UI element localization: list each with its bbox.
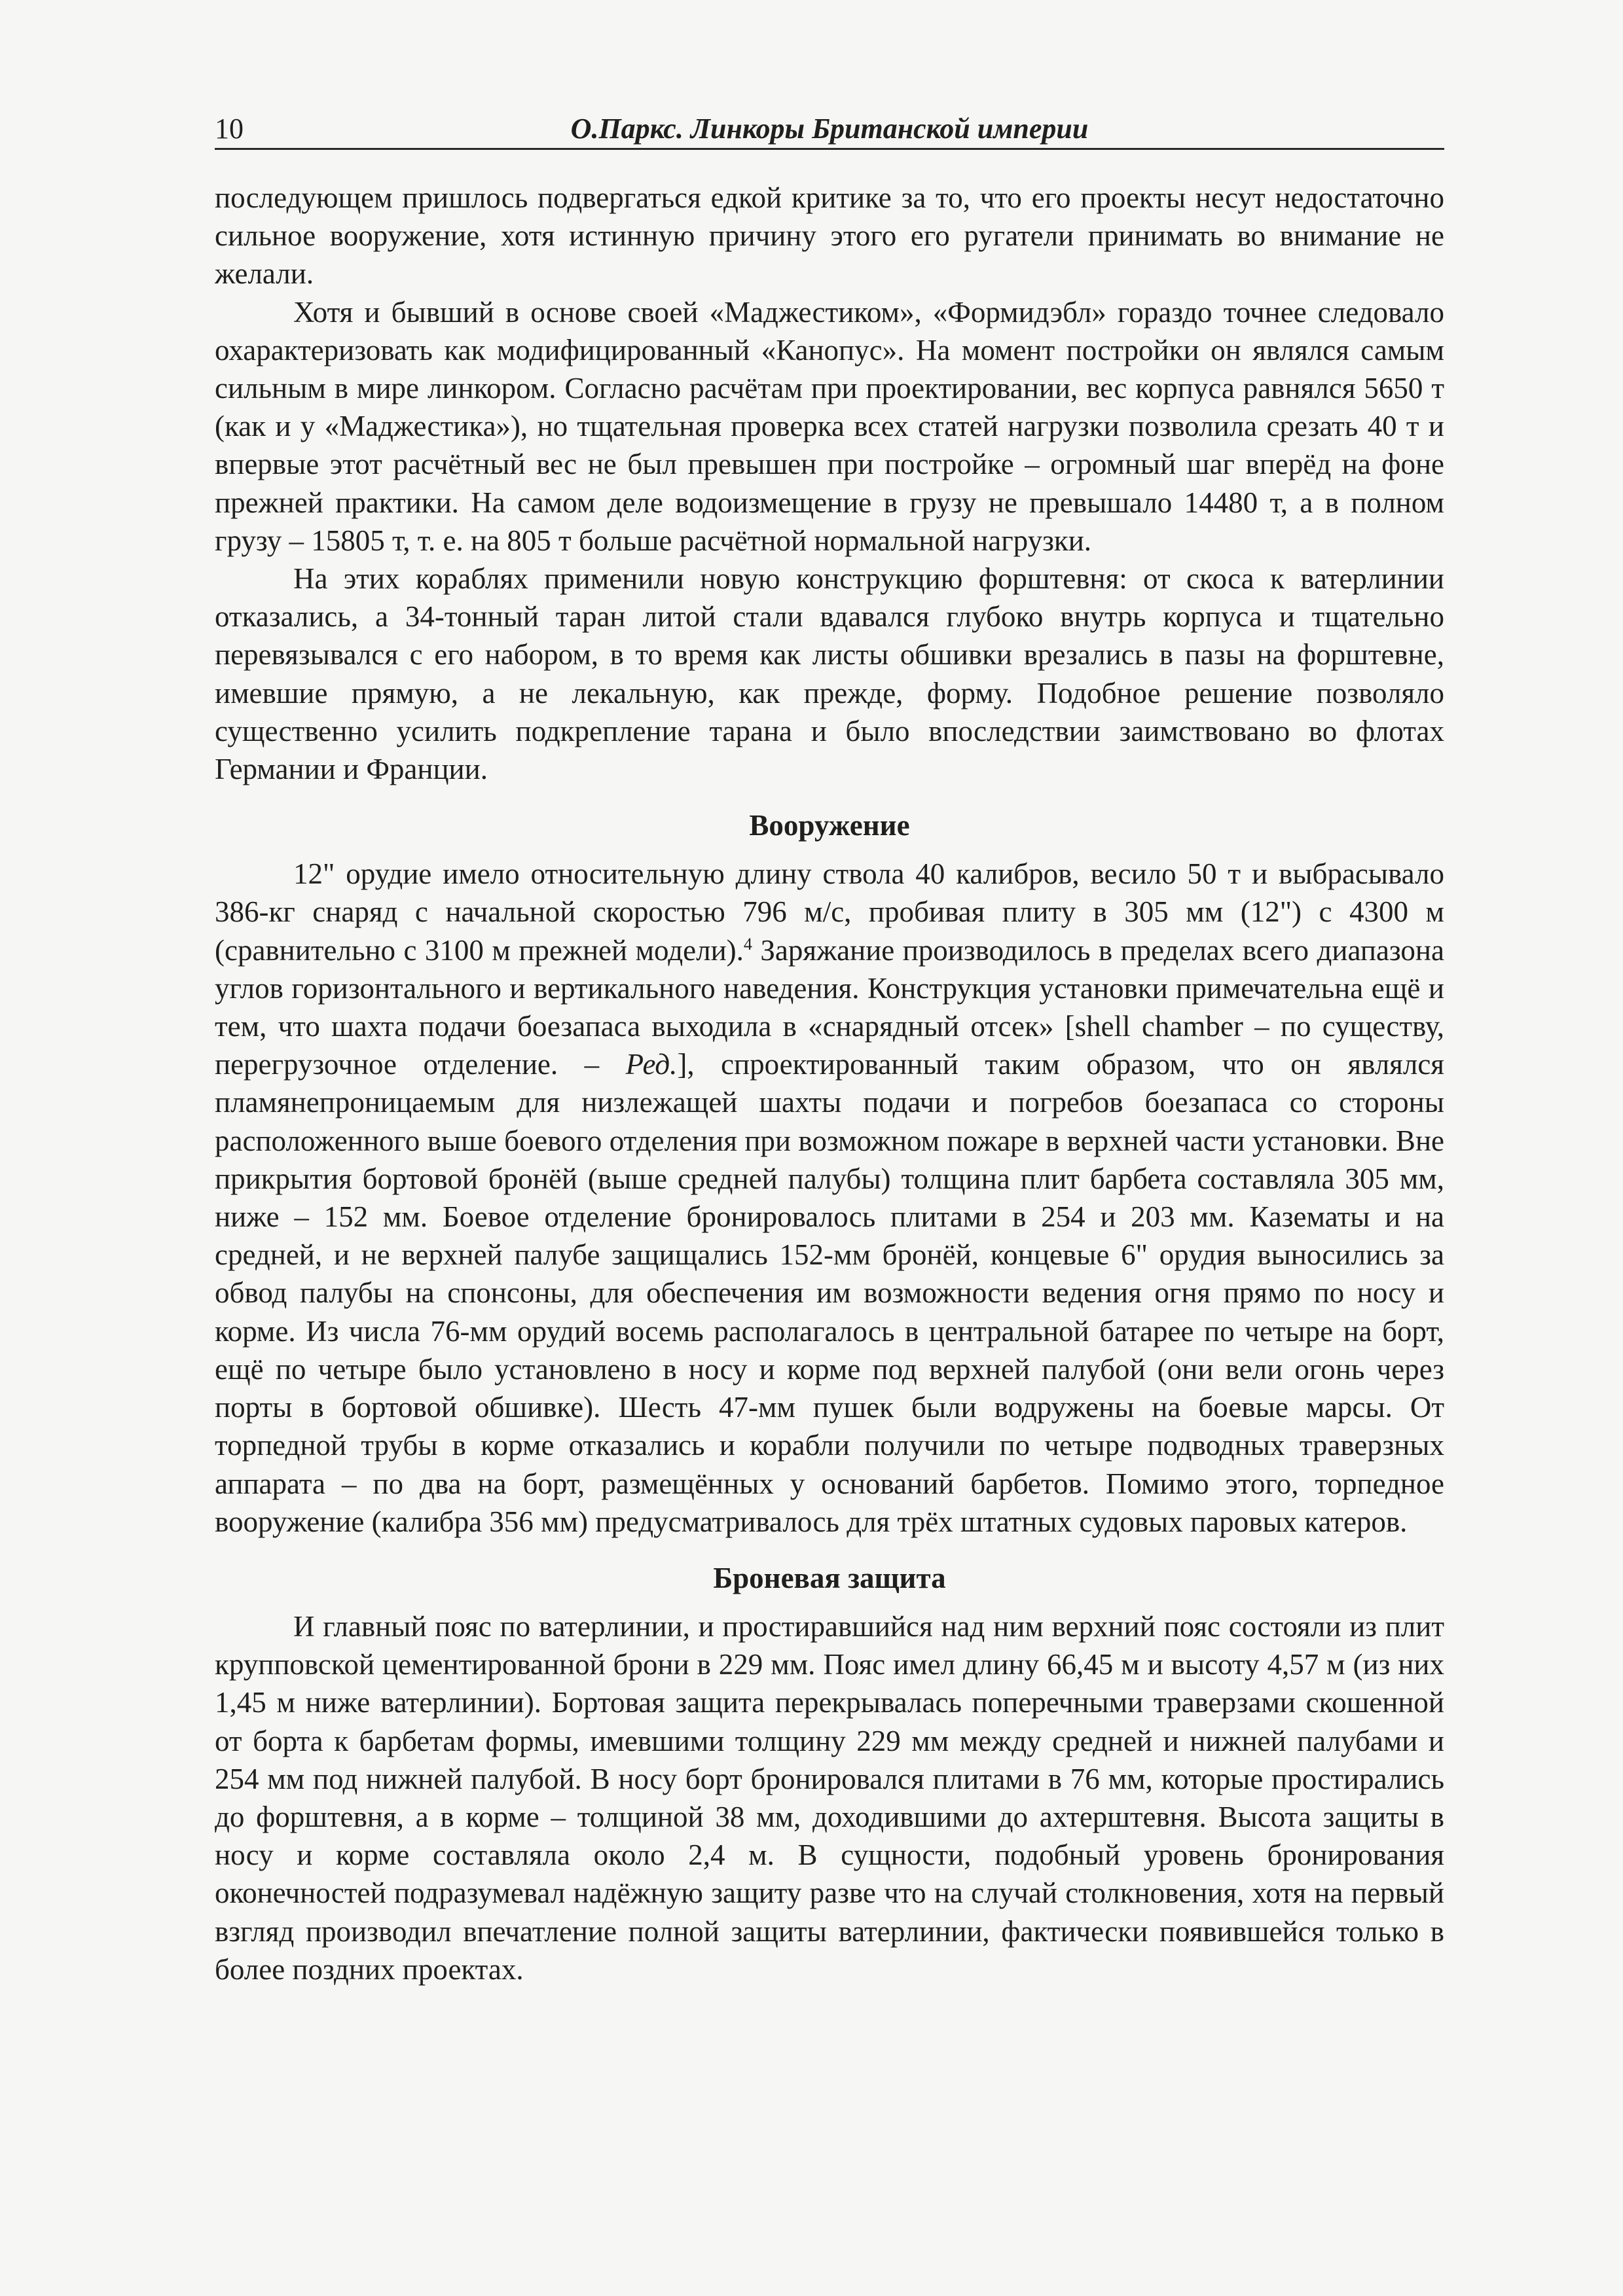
page-number: 10 xyxy=(215,113,244,145)
running-title: О.Паркс. Линкоры Британской империи xyxy=(570,113,1089,145)
book-page xyxy=(215,110,1444,1988)
armament-text-part-3: ], спроектированный таким образом, что он являлся пламянепроницаемым для низлежащей шахты подачи и погребов боезапаса со стороны расположенного выше боевого отделения при возможном пожаре в верхней части установки. Вне прикрытия бортовой бронёй (выше средней палубы) толщина плит барбета составляла 305 мм, ниже – 152 мм. Боевое отделение бронировалось плитами в 254 и 203 мм. Казематы и на средней, и не верхней палубе защищались 152-мм бронёй, концевые 6" орудия выносились за обвод палубы на спонсоны, для обеспечения им возможности ведения огня прямо по носу и корме. Из числа 76-мм орудий восемь располагалось в центральной батарее по четыре на борт, ещё по четыре было установлено в носу и корме под верхней палубой (они вели огонь через порты в бортовой обшивке). Шесть 47-мм пушек были водружены на боевые марсы. От торпедной трубы в корме отказались и корабли получили по четыре подводных траверзных аппарата – по два на борт, размещённых у оснований барбетов. Помимо этого, торпедное вооружение (калибра 356 мм) предусматривалось для трёх штатных судовых паровых катеров. xyxy=(215,1048,1444,1538)
section-heading-armament: Вооружение xyxy=(749,809,910,842)
paragraph-armament xyxy=(215,855,1444,1541)
editor-note: Ред. xyxy=(625,1048,678,1081)
paragraph-formidable: Хотя и бывший в основе своей «Маджестиком», «Формидэбл» гораздо точнее следовало охарактеризовать как модифицированный «Канопус». На момент постройки он являлся самым сильным в мире линкором. Согласно расчётам при проектировании, вес корпуса равнялся 5650 т (как и у «Маджестика»), но тщательная проверка всех статей нагрузки позволила срезать 40 т и впервые этот расчётный вес не был превышен при постройке – огромный шаг вперёд на фоне прежней практики. На самом деле водоизмещение в грузу не превышало 14480 т, а в полном грузу – 15805 т, т. е. на 805 т больше расчётной нормальной нагрузки. xyxy=(215,295,1444,557)
footnote-marker: 4 xyxy=(743,934,752,954)
paragraph-continuation: последующем пришлось подвергаться едкой критике за то, что его проекты несут недостаточно сильное вооружение, хотя истинную причину этого его ругатели принимать во внимание не желали. xyxy=(215,181,1444,291)
page-header xyxy=(215,110,1444,150)
armament-text-part-1: 12" орудие имело относительную длину ствола 40 калибров, весило 50 т и выбрасывало 386-кг снаряд с начальной скоростью 796 м/с, пробивая плиту в 305 мм (12") с 4300 м (сравнительно с 3100 м прежней модели). xyxy=(215,857,1444,967)
paragraph-armour: И главный пояс по ватерлинии, и простиравшийся над ним верхний пояс состояли из плит крупповской цементированной брони в 229 мм. Пояс имел длину 66,45 м и высоту 4,57 м (из них 1,45 м ниже ватерлинии). Бортовая защита перекрывалась поперечными траверзами скошенной от борта к барбетам формы, имевшими толщину 229 мм между средней и нижней палубами и 254 мм под нижней палубой. В носу борт бронировался плитами в 76 мм, которые простирались до форштевня, а в корме – толщиной 38 мм, доходившими до ахтерштевня. Высота защиты в носу и корме составляла около 2,4 м. В сущности, подобный уровень бронирования оконечностей подразумевал надёжную защиту разве что на случай столкновения, хотя на первый взгляд производил впечатление полной защиты ватерлинии, фактически появившейся только в более поздних проектах. xyxy=(215,1609,1444,1986)
section-heading-armour: Броневая защита xyxy=(713,1561,946,1594)
paragraph-stem: На этих кораблях применили новую конструкцию форштевня: от скоса к ватерлинии отказались, а 34-тонный таран литой стали вдавался глубоко внутрь корпуса и тщательно перевязывался с его набором, в то время как листы обшивки врезались в пазы на форштевне, имевшие прямую, а не лекальную, как прежде, форму. Подобное решение позволяло существенно усилить подкрепление тарана и было впоследствии заимствовано во флотах Германии и Франции. xyxy=(215,562,1444,786)
armament-text-part-2: Заряжание производилось в пределах всего диапазона углов горизонтального и вертикального наведения. Конструкция установки примечательна ещё и тем, что шахта подачи боезапаса выходила в «снарядный отсек» [shell chamber – по существу, перегрузочное отделение. – xyxy=(215,933,1444,1081)
body-text xyxy=(215,179,1444,1988)
